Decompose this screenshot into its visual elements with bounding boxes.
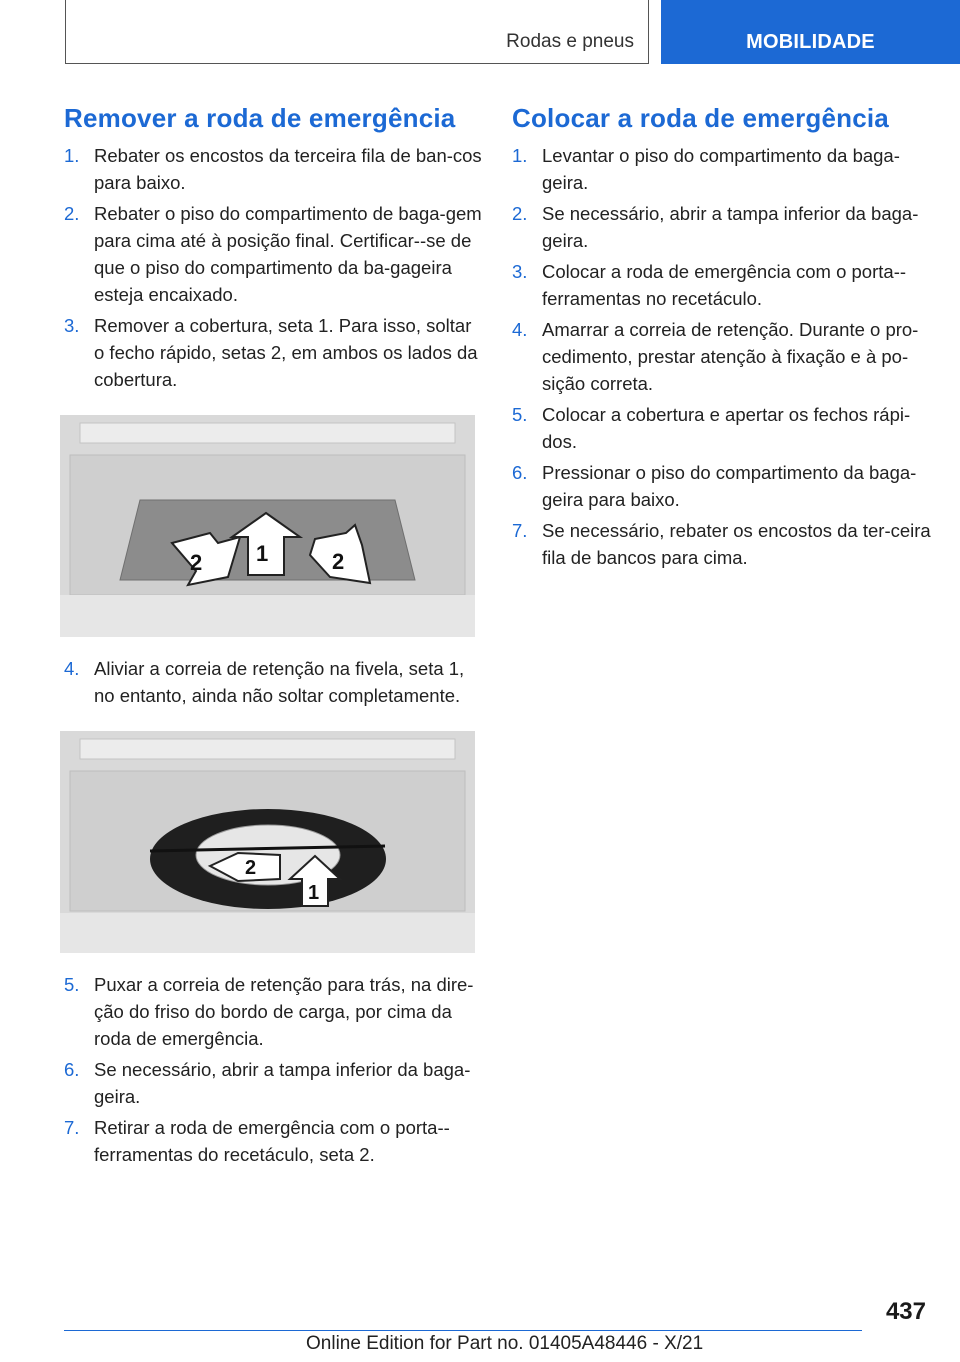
step-number: 4.: [512, 319, 528, 340]
step-text: Pressionar o piso do compartimento da baga-geira para baixo.: [542, 462, 917, 510]
list-item: [64, 1114, 484, 1168]
step-number: 6.: [512, 462, 528, 483]
step-text: Colocar a roda de emergência com o porta--ferramentas no recetáculo.: [542, 261, 907, 309]
remove-steps-a: [64, 142, 484, 393]
footer-edition[interactable]: Online Edition for Part no. 01405A48446 - X/21: [306, 1333, 704, 1354]
left-column: [64, 100, 484, 1172]
step-number: 7.: [64, 1117, 80, 1138]
step-text: Rebater o piso do compartimento de baga-gem para cima até à posição final. Certificar--se de que o piso do compartimento da ba-gageira esteja encaixado.: [94, 203, 482, 305]
step-text: Se necessário, abrir a tampa inferior da baga-geira.: [94, 1059, 471, 1107]
header-section-title: Rodas e pneus: [506, 31, 634, 52]
step-number: 2.: [64, 203, 80, 224]
svg-text:2: 2: [245, 857, 257, 879]
step-number: 2.: [512, 203, 528, 224]
figure-spare-wheel-strap: [60, 731, 475, 953]
step-text: Aliviar a correia de retenção na fivela, seta 1, no entanto, ainda não soltar completamente.: [94, 658, 465, 706]
remove-steps-c: [64, 971, 484, 1168]
right-column: [512, 100, 932, 575]
step-number: 4.: [64, 658, 80, 679]
figure-trunk-cover: [60, 415, 475, 637]
step-text: Se necessário, abrir a tampa inferior da baga-geira.: [542, 203, 919, 251]
step-text: Colocar a cobertura e apertar os fechos rápi-dos.: [542, 404, 911, 452]
header-chapter-tab[interactable]: MOBILIDADE: [661, 0, 960, 64]
install-steps: [512, 142, 932, 571]
svg-text:1: 1: [256, 541, 269, 566]
list-item: [512, 401, 932, 455]
step-text: Amarrar a correia de retenção. Durante o pro-cedimento, prestar atenção à fixação e à po-sição correta.: [542, 319, 919, 394]
step-number: 7.: [512, 520, 528, 541]
list-item: [64, 655, 484, 709]
list-item: [64, 1056, 484, 1110]
list-item: [512, 316, 932, 397]
section-title-remove: Remover a roda de emergência: [64, 103, 456, 133]
step-text: Se necessário, rebater os encostos da ter-ceira fila de bancos para cima.: [542, 520, 931, 568]
step-number: 5.: [64, 974, 80, 995]
list-item: [512, 258, 932, 312]
list-item: [64, 200, 484, 308]
step-text: Puxar a correia de retenção para trás, na dire-ção do friso do bordo de carga, por cima da roda de emergência.: [94, 974, 474, 1049]
list-item: [512, 459, 932, 513]
svg-text:2: 2: [190, 550, 203, 575]
step-number: 1.: [64, 145, 80, 166]
step-text: Levantar o piso do compartimento da baga-geira.: [542, 145, 900, 193]
footer-divider: [64, 1330, 862, 1331]
step-text: Remover a cobertura, seta 1. Para isso, soltar o fecho rápido, setas 2, em ambos os lados da cobertura.: [94, 315, 478, 390]
list-item: [512, 517, 932, 571]
step-number: 5.: [512, 404, 528, 425]
remove-steps-b: [64, 655, 484, 709]
step-number: 3.: [512, 261, 528, 282]
list-item: [512, 142, 932, 196]
step-text: Rebater os encostos da terceira fila de ban-cos para baixo.: [94, 145, 482, 193]
svg-text:1: 1: [308, 882, 320, 904]
list-item: [64, 142, 484, 196]
step-number: 3.: [64, 315, 80, 336]
svg-text:2: 2: [332, 549, 345, 574]
step-text: Retirar a roda de emergência com o porta--ferramentas do recetáculo, seta 2.: [94, 1117, 450, 1165]
step-number: 6.: [64, 1059, 80, 1080]
list-item: [64, 312, 484, 393]
step-number: 1.: [512, 145, 528, 166]
list-item: [64, 971, 484, 1052]
page-number: 437: [885, 1298, 926, 1325]
list-item: [512, 200, 932, 254]
section-title-install: Colocar a roda de emergência: [512, 103, 889, 133]
